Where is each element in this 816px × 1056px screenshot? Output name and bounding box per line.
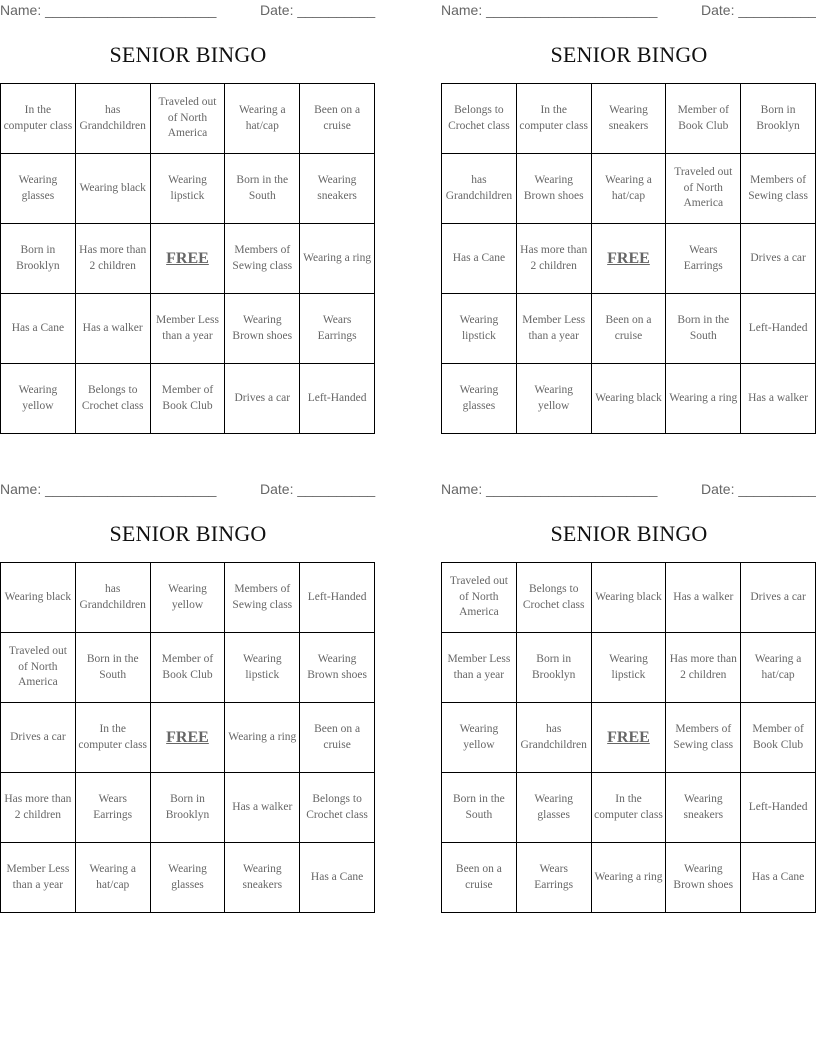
- bingo-cell: Member of Book Club: [741, 703, 816, 773]
- bingo-cell: Has a walker: [741, 364, 816, 434]
- bingo-cell: Left-Handed: [741, 773, 816, 843]
- bingo-cell: has Grandchildren: [517, 703, 592, 773]
- free-space: FREE: [592, 703, 667, 773]
- bingo-cell: Born in the South: [225, 154, 300, 224]
- bingo-cell: Wearing a ring: [666, 364, 741, 434]
- bingo-grid: [441, 83, 816, 434]
- date-field[interactable]: Date: __________: [701, 2, 816, 18]
- bingo-cell: Wearing a hat/cap: [225, 84, 300, 154]
- bingo-cell: Wearing a hat/cap: [76, 843, 151, 913]
- bingo-cell: has Grandchildren: [76, 563, 151, 633]
- card-title: SENIOR BINGO: [109, 42, 267, 67]
- bingo-cell: Belongs to Crochet class: [442, 84, 517, 154]
- bingo-cell: Wearing Brown shoes: [666, 843, 741, 913]
- bingo-cell: Wearing yellow: [517, 364, 592, 434]
- bingo-cell: has Grandchildren: [442, 154, 517, 224]
- bingo-cell: Drives a car: [1, 703, 76, 773]
- bingo-cell: Left-Handed: [300, 364, 375, 434]
- bingo-cell: Wearing black: [592, 563, 667, 633]
- card-title: SENIOR BINGO: [109, 521, 267, 546]
- bingo-cell: Been on a cruise: [592, 294, 667, 364]
- bingo-cell: Wearing a hat/cap: [592, 154, 667, 224]
- bingo-cell: In the computer class: [592, 773, 667, 843]
- bingo-cell: Left-Handed: [741, 294, 816, 364]
- bingo-cell: Member of Book Club: [666, 84, 741, 154]
- bingo-cell: Wears Earrings: [300, 294, 375, 364]
- bingo-cell: Wearing lipstick: [592, 633, 667, 703]
- bingo-cell: Wearing sneakers: [666, 773, 741, 843]
- bingo-card-2: [441, 0, 816, 412]
- bingo-cell: Has a Cane: [741, 843, 816, 913]
- bingo-card-1: [0, 0, 376, 412]
- bingo-cell: Traveled out of North America: [1, 633, 76, 703]
- bingo-cell: Traveled out of North America: [151, 84, 226, 154]
- bingo-cell: Wears Earrings: [666, 224, 741, 294]
- bingo-cell: Member Less than a year: [442, 633, 517, 703]
- bingo-cell: Drives a car: [225, 364, 300, 434]
- bingo-cell: In the computer class: [517, 84, 592, 154]
- bingo-cell: Wearing glasses: [517, 773, 592, 843]
- bingo-cell: Has a walker: [225, 773, 300, 843]
- bingo-cell: Wearing lipstick: [151, 154, 226, 224]
- bingo-cell: Wearing sneakers: [592, 84, 667, 154]
- bingo-cell: Born in Brooklyn: [517, 633, 592, 703]
- bingo-cell: Wearing a hat/cap: [741, 633, 816, 703]
- name-field[interactable]: Name: ______________________: [441, 481, 658, 497]
- bingo-grid: [0, 83, 375, 434]
- bingo-cell: Belongs to Crochet class: [300, 773, 375, 843]
- bingo-cell: Wearing sneakers: [300, 154, 375, 224]
- bingo-cell: Wearing glasses: [151, 843, 226, 913]
- bingo-cell: Has a walker: [666, 563, 741, 633]
- bingo-cell: Wearing lipstick: [225, 633, 300, 703]
- card-header: [0, 479, 376, 501]
- bingo-cell: Has a Cane: [1, 294, 76, 364]
- bingo-cell: Has a walker: [76, 294, 151, 364]
- bingo-grid: [441, 562, 816, 913]
- bingo-grid: [0, 562, 375, 913]
- free-space: FREE: [151, 224, 226, 294]
- bingo-cell: Has more than 2 children: [517, 224, 592, 294]
- bingo-cell: Born in the South: [76, 633, 151, 703]
- bingo-cell: Wearing yellow: [151, 563, 226, 633]
- bingo-cell: Members of Sewing class: [225, 563, 300, 633]
- bingo-cell: Member Less than a year: [1, 843, 76, 913]
- bingo-cell: Wearing sneakers: [225, 843, 300, 913]
- bingo-cell: Born in the South: [442, 773, 517, 843]
- bingo-cell: In the computer class: [76, 703, 151, 773]
- bingo-cell: Members of Sewing class: [225, 224, 300, 294]
- bingo-cell: Wearing Brown shoes: [517, 154, 592, 224]
- bingo-cell: Born in the South: [666, 294, 741, 364]
- card-header: [441, 479, 816, 501]
- bingo-cell: Wearing glasses: [1, 154, 76, 224]
- bingo-cell: Wearing yellow: [442, 703, 517, 773]
- bingo-cell: Belongs to Crochet class: [517, 563, 592, 633]
- bingo-cell: Member Less than a year: [151, 294, 226, 364]
- bingo-cell: Born in Brooklyn: [741, 84, 816, 154]
- bingo-cell: Born in Brooklyn: [151, 773, 226, 843]
- bingo-cell: Member Less than a year: [517, 294, 592, 364]
- name-field[interactable]: Name: ______________________: [441, 2, 658, 18]
- bingo-cell: Drives a car: [741, 563, 816, 633]
- date-field[interactable]: Date: __________: [260, 481, 376, 497]
- bingo-cell: Traveled out of North America: [442, 563, 517, 633]
- bingo-cell: Member of Book Club: [151, 364, 226, 434]
- bingo-cell: Wearing black: [592, 364, 667, 434]
- bingo-cell: Wears Earrings: [76, 773, 151, 843]
- bingo-cell: Has more than 2 children: [76, 224, 151, 294]
- bingo-cell: Been on a cruise: [300, 84, 375, 154]
- bingo-cell: Wearing glasses: [442, 364, 517, 434]
- bingo-cell: Wearing lipstick: [442, 294, 517, 364]
- bingo-cell: Been on a cruise: [300, 703, 375, 773]
- bingo-cell: Wearing a ring: [300, 224, 375, 294]
- bingo-cell: Members of Sewing class: [666, 703, 741, 773]
- bingo-cell: Member of Book Club: [151, 633, 226, 703]
- bingo-card-3: [0, 479, 376, 891]
- date-field[interactable]: Date: __________: [260, 2, 376, 18]
- card-title: SENIOR BINGO: [550, 521, 708, 546]
- bingo-cell: Traveled out of North America: [666, 154, 741, 224]
- bingo-cell: Been on a cruise: [442, 843, 517, 913]
- bingo-cell: In the computer class: [1, 84, 76, 154]
- card-title: SENIOR BINGO: [550, 42, 708, 67]
- name-field[interactable]: Name: ______________________: [0, 2, 217, 18]
- bingo-cell: Wearing black: [76, 154, 151, 224]
- bingo-cell: Wearing yellow: [1, 364, 76, 434]
- bingo-cell: Wearing a ring: [592, 843, 667, 913]
- bingo-cell: Born in Brooklyn: [1, 224, 76, 294]
- date-field[interactable]: Date: __________: [701, 481, 816, 497]
- bingo-card-4: [441, 479, 816, 891]
- card-header: [441, 0, 816, 22]
- bingo-cell: Members of Sewing class: [741, 154, 816, 224]
- bingo-cell: Left-Handed: [300, 563, 375, 633]
- bingo-cell: Wearing Brown shoes: [225, 294, 300, 364]
- bingo-cell: Has more than 2 children: [666, 633, 741, 703]
- bingo-cell: Wearing Brown shoes: [300, 633, 375, 703]
- free-space: FREE: [592, 224, 667, 294]
- name-field[interactable]: Name: ______________________: [0, 481, 217, 497]
- bingo-cell: Wearing black: [1, 563, 76, 633]
- bingo-cell: Wears Earrings: [517, 843, 592, 913]
- bingo-cell: Has a Cane: [300, 843, 375, 913]
- bingo-cell: Belongs to Crochet class: [76, 364, 151, 434]
- bingo-cell: Has a Cane: [442, 224, 517, 294]
- bingo-cell: Has more than 2 children: [1, 773, 76, 843]
- free-space: FREE: [151, 703, 226, 773]
- card-header: [0, 0, 376, 22]
- bingo-cell: Drives a car: [741, 224, 816, 294]
- bingo-cell: Wearing a ring: [225, 703, 300, 773]
- bingo-cell: has Grandchildren: [76, 84, 151, 154]
